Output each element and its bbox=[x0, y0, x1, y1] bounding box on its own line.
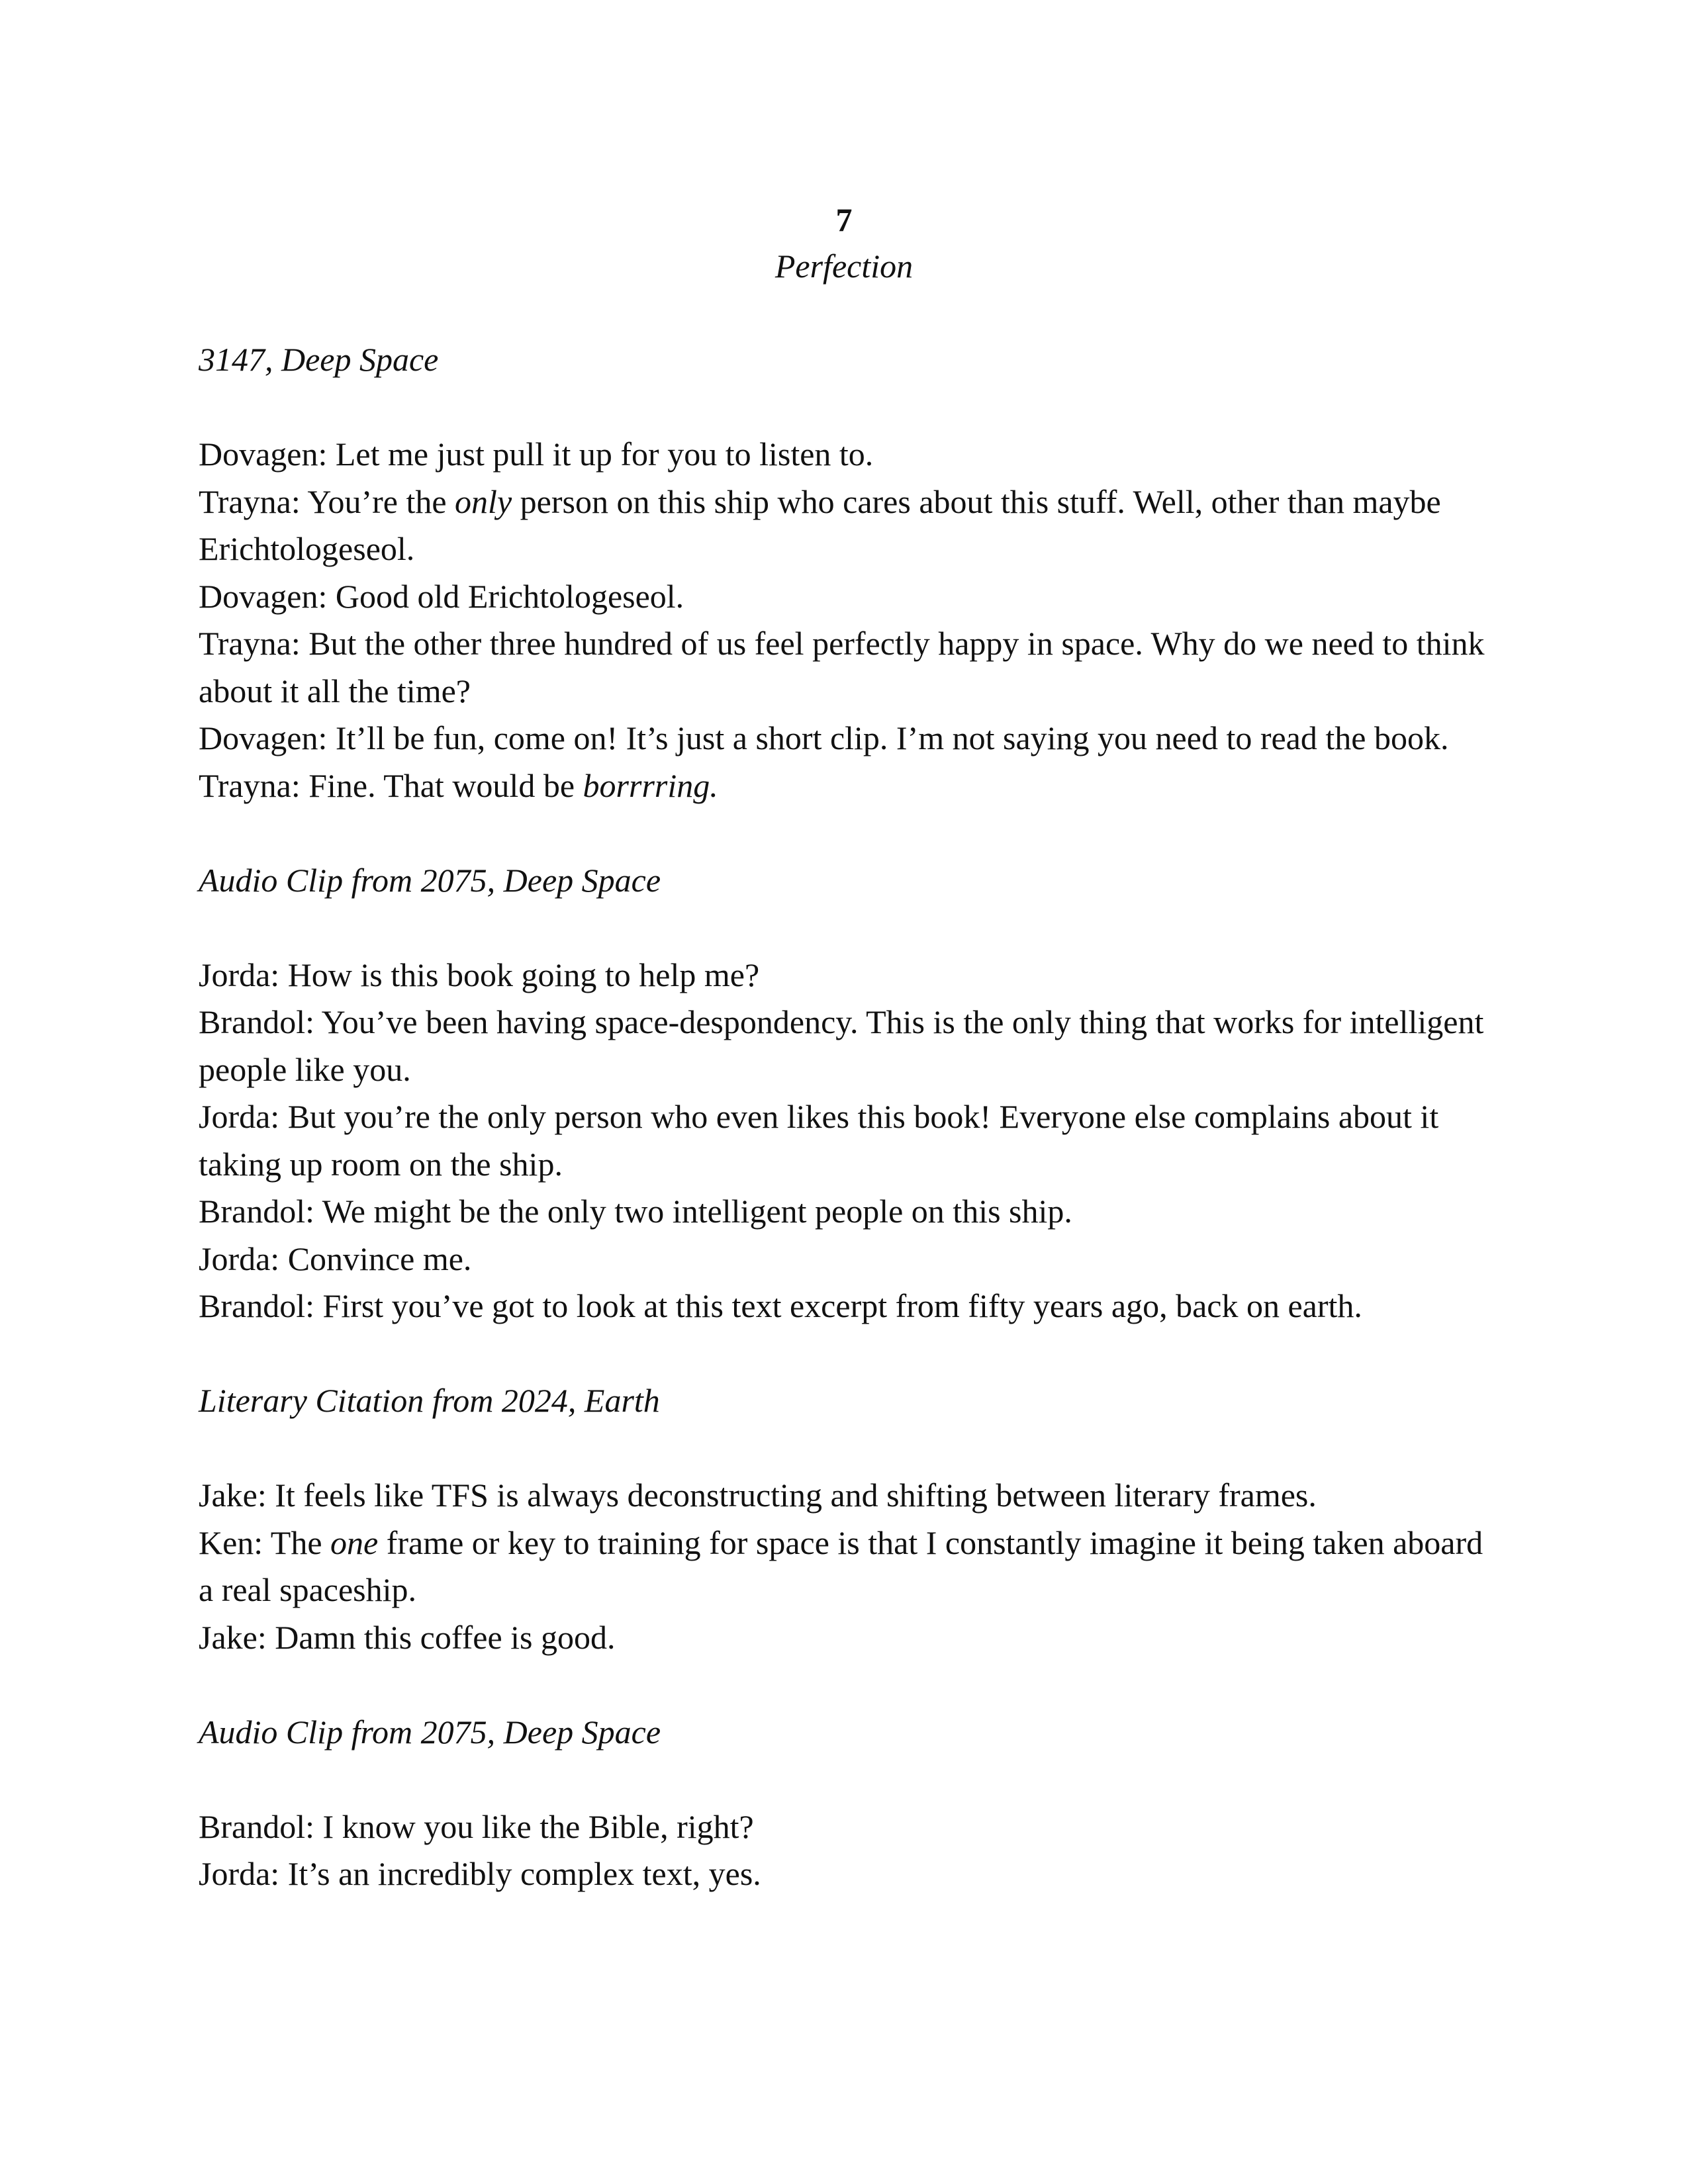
dialogue-line bbox=[199, 1520, 1496, 1614]
section-heading: 3147, Deep Space bbox=[199, 341, 439, 378]
section bbox=[199, 1709, 1496, 1898]
dialogue-line bbox=[199, 1236, 1496, 1283]
line-text: Jorda: Convince me. bbox=[199, 1240, 472, 1277]
line-text: Trayna: Fine. That would be bbox=[199, 766, 583, 804]
dialogue-line bbox=[199, 952, 1496, 999]
line-text: Jake: Damn this coffee is good. bbox=[199, 1618, 616, 1656]
dialogue-line bbox=[199, 478, 1496, 573]
dialogue-line bbox=[199, 1614, 1496, 1662]
dialogue-line bbox=[199, 1283, 1496, 1330]
section bbox=[199, 336, 1496, 809]
line-text: person on this ship who cares about this stuff. Well, other than maybe Erichtologeseol. bbox=[199, 482, 1441, 567]
dialogue-line bbox=[199, 620, 1496, 715]
emphasis-text: only bbox=[455, 482, 512, 520]
line-text: Jake: It feels like TFS is always deconstructing and shifting between literary frames. bbox=[199, 1477, 1317, 1514]
line-text: Jorda: But you’re the only person who even likes this book! Everyone else complains about it taking up room on the ship. bbox=[199, 1098, 1439, 1183]
emphasis-text: one bbox=[330, 1524, 379, 1561]
dialogue-line bbox=[199, 715, 1496, 762]
line-text: Trayna: But the other three hundred of us feel perfectly happy in space. Why do we need to think about it all the time? bbox=[199, 625, 1485, 709]
line-text: Dovagen: Let me just pull it up for you to listen to. bbox=[199, 435, 874, 473]
dialogue-line bbox=[199, 1093, 1496, 1188]
line-text: Dovagen: Good old Erichtologeseol. bbox=[199, 577, 684, 615]
line-text: Brandol: First you’ve got to look at this text excerpt from fifty years ago, back on earth. bbox=[199, 1287, 1362, 1324]
dialogue-line bbox=[199, 431, 1496, 478]
line-text: Brandol: I know you like the Bible, right? bbox=[199, 1807, 754, 1845]
section-heading: Literary Citation from 2024, Earth bbox=[199, 1382, 660, 1419]
line-text: Dovagen: It’ll be fun, come on! It’s just a short clip. I’m not saying you need to read the book. bbox=[199, 719, 1449, 756]
dialogue-line bbox=[199, 1472, 1496, 1520]
dialogue-line bbox=[199, 762, 1496, 810]
line-text: Brandol: We might be the only two intelligent people on this ship. bbox=[199, 1193, 1072, 1230]
dialogue-line bbox=[199, 999, 1496, 1093]
line-text: Jorda: How is this book going to help me? bbox=[199, 956, 760, 993]
section bbox=[199, 857, 1496, 1330]
body-text bbox=[199, 336, 1496, 1945]
section-heading: Audio Clip from 2075, Deep Space bbox=[199, 861, 661, 899]
chapter-title: Perfection bbox=[774, 248, 914, 285]
dialogue-line bbox=[199, 1188, 1496, 1236]
line-text: Trayna: You’re the bbox=[199, 482, 455, 520]
line-text: Jorda: It’s an incredibly complex text, yes. bbox=[199, 1855, 761, 1892]
dialogue-line bbox=[199, 1803, 1496, 1851]
line-text: frame or key to training for space is that I constantly imagine it being taken aboard a real spaceship. bbox=[199, 1524, 1483, 1608]
chapter-number: 7 bbox=[835, 201, 853, 238]
section bbox=[199, 1377, 1496, 1661]
section-heading: Audio Clip from 2075, Deep Space bbox=[199, 1713, 661, 1751]
line-text: Brandol: You’ve been having space-despondency. This is the only thing that works for intelligent people like you. bbox=[199, 1003, 1484, 1088]
dialogue-line bbox=[199, 1850, 1496, 1898]
line-text: Ken: The bbox=[199, 1524, 331, 1561]
emphasis-text: borrrring. bbox=[583, 766, 718, 804]
dialogue-line bbox=[199, 573, 1496, 621]
